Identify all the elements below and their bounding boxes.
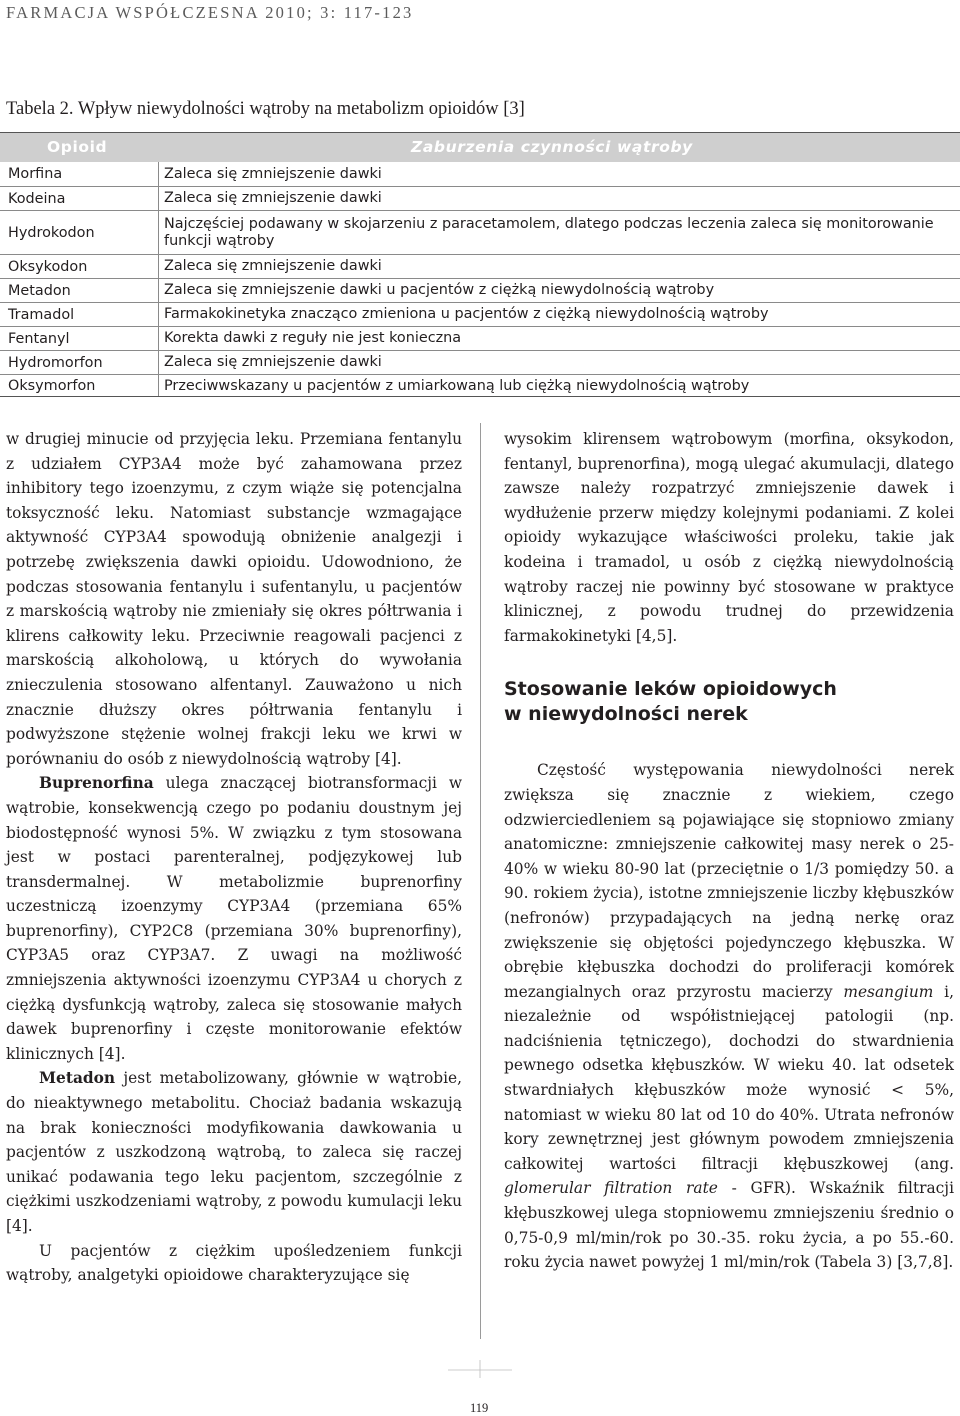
table-row xyxy=(0,279,960,303)
opioid-cell: Metadon xyxy=(8,282,71,299)
drug-name-buprenorfina: Buprenorfina xyxy=(39,774,154,793)
paragraph-text: ulega znaczącej biotransformacji w wątrobie, konsekwencją czego po podaniu doustnym jej biodostępność wynosi 5%. W związku z tym stosowana jest w postaci parenteralnej, podjęzykowej lub transdermalnej. W metabolizmie buprenorfiny uczestniczą izoenzymy CYP3A4 (przemiana 65% buprenorfiny), CYP2C8 (przemiana 30% buprenorfiny), CYP3A5 oraz CYP3A7. Z uwagi na możliwość zmniejszenia aktywności izoenzymu CYP3A4 u chorych z ciężką dysfunkcją wątroby, zaleca się stosowanie małych dawek buprenorfiny i częste monitorowanie efektów klinicznych [4]. xyxy=(6,774,462,1063)
column-divider xyxy=(480,423,481,1339)
table-row xyxy=(0,211,960,255)
paragraph-text: i, niezależnie od współistniejącej patologii (np. nadciśnienia tętniczego), dochodzi do stwardnienia pewnego odsetka kłębuszków. W wieku 40. lat odsetek stwardniałych kłębuszków może wynosić < 5%, natomiast w wieku 80 lat od 10 do 40%. Utrata nefronów kory zewnętrznej jest głównym powodem zmniejszenia całkowitej wartości filtracji kłębuszkowej (ang. xyxy=(504,982,954,1173)
body-paragraph xyxy=(6,1066,462,1238)
effect-cell: Farmakokinetyka znacząco zmieniona u pacjentów z ciężką niewydolnością wątroby xyxy=(164,306,769,322)
effect-cell: Zaleca się zmniejszenie dawki xyxy=(164,190,382,206)
section-heading-line: Stosowanie leków opioidowych xyxy=(504,678,837,701)
opioid-cell: Hydromorfon xyxy=(8,354,103,371)
effect-cell: Zaleca się zmniejszenie dawki xyxy=(164,258,382,274)
english-term: glomerular filtration rate xyxy=(504,1179,718,1198)
table-row xyxy=(0,255,960,279)
opioid-table xyxy=(0,132,960,397)
drug-name-metadon: Metadon xyxy=(39,1069,116,1088)
table-row xyxy=(0,303,960,327)
table-header-row xyxy=(0,133,960,162)
column-header-opioid: Opioid xyxy=(47,138,108,156)
effect-cell: Zaleca się zmniejszenie dawki xyxy=(164,165,382,182)
table-row xyxy=(0,327,960,351)
effect-cell: Najczęściej podawany w skojarzeniu z paracetamolem, dlatego podczas leczenia zaleca się monitorowanie funkcji wątroby xyxy=(164,215,934,249)
opioid-cell: Kodeina xyxy=(8,190,66,207)
opioid-cell: Oksykodon xyxy=(8,258,88,275)
effect-cell: Zaleca się zmniejszenie dawki u pacjentów z ciężką niewydolnością wątroby xyxy=(164,282,715,298)
effect-cell: Zaleca się zmniejszenie dawki xyxy=(164,354,382,370)
latin-term: mesangium xyxy=(843,982,934,1001)
opioid-cell: Fentanyl xyxy=(8,330,70,347)
effect-cell: Przeciwwskazany u pacjentów z umiarkowaną lub ciężką niewydolnością wątroby xyxy=(164,377,750,394)
effect-cell: Korekta dawki z reguły nie jest konieczna xyxy=(164,330,462,346)
table-row xyxy=(0,351,960,375)
table-row xyxy=(0,162,960,187)
running-head: FARMACJA WSPÓŁCZESNA 2010; 3: 117-123 xyxy=(6,3,414,22)
paragraph-text: - GFR). Wskaźnik filtracji kłębuszkowej ulega stopniowemu zmniejszeniu średnio o 0,75-0,9 ml/min/rok po 30.-35. roku życia, a po 55.-60. roku życia nawet powyżej 1 ml/min/rok (Tabela 3) [3,7,8]. xyxy=(504,1179,954,1272)
body-paragraph: w drugiej minucie od przyjęcia leku. Przemiana fentanylu z udziałem CYP3A4 może być zahamowana przez inhibitory tego izoenzymu, z czym wiąże się potencjalna toksyczność leku. Natomiast substancje wzmagające aktywność CYP3A4 spowodują obniżenie analgezji i potrzebę zwiększenia dawki opioidu. Udowodniono, że podczas stosowania fentanylu i sufentanylu, u pacjentów z marskością wątroby nie zmieniały się okres półtrwania i klirens całkowity leku. Przeciwnie reagowali pacjenci z marskością alkoholową, u których do wywołania znieczulenia stosowano alfentanyl. Zauważono u nich znacznie dłuższy okres półtrwania fentanylu i podwyższone stężenie wolnej frakcji leku we krwi w porównaniu do osób z niewydolnością wątroby [4]. xyxy=(6,430,462,768)
left-text-column xyxy=(6,427,462,1288)
body-paragraph xyxy=(6,771,462,1066)
opioid-cell: Hydrokodon xyxy=(8,224,95,241)
paragraph-text: Częstość występowania niewydolności nerek zwiększa się znacznie z wiekiem, czego odzwierciedleniem są pojawiające się stopniowo zmiany anatomiczne: zmniejszenie całkowitej masy nerek o 25-40% w wieku 80-90 lat (przeciętnie o 1/3 pomiędzy 50. a 90. rokiem życia), istotne zmniejszenie liczby kłębuszków (nefronów) przypadających na jedną nerkę oraz zwiększenie się objętości pojedynczego kłębuszka. W obrębie kłębuszka dochodzi do proliferacji komórek mezangialnych oraz przyrostu macierzy xyxy=(504,761,954,1001)
table-caption: Tabela 2. Wpływ niewydolności wątroby na metabolizm opioidów [3] xyxy=(6,99,525,119)
page-number: 119 xyxy=(470,1401,489,1415)
body-paragraph: U pacjentów z ciężkim upośledzeniem funkcji wątroby, analgetyki opioidowe charakteryzujące się xyxy=(6,1241,462,1285)
column-header-liver-dysfunction: Zaburzenia czynności wątroby xyxy=(411,138,693,156)
opioid-cell: Tramadol xyxy=(8,306,75,323)
section-heading xyxy=(504,677,954,727)
body-paragraph xyxy=(504,758,954,1274)
opioid-cell: Oksymorfon xyxy=(8,378,96,394)
section-heading-line: w niewydolności nerek xyxy=(504,703,748,726)
table-row xyxy=(0,375,960,397)
opioid-cell: Morfina xyxy=(8,166,63,182)
right-text-column xyxy=(504,427,954,1275)
paragraph-text: jest metabolizowany, głównie w wątrobie, do nieaktywnego metabolitu. Chociaż badania wskazują na brak konieczności modyfikowania dawkowania u pacjentów z uszkodzoną wątrobą, to zaleca się raczej unikać podawania tego leku pacjentom, szczególnie z ciężkimi uszkodzeniami wątroby, z powodu kumulacji leku [4]. xyxy=(6,1069,462,1235)
body-paragraph: wysokim klirensem wątrobowym (morfina, oksykodon, fentanyl, buprenorfina), mogą ulegać akumulacji, dlatego zawsze należy rozpatrzyć zmniejszenie dawek i wydłużenie przerw między kolejnymi podaniami. Z kolei opioidy wykazujące właściwości proleku, takie jak kodeina i tramadol, u osób z ciężką niewydolnością wątroby raczej nie powinny być stosowane w praktyce klinicznej, z powodu trudnej do przewidzenia farmakokinetyki [4,5]. xyxy=(504,430,954,645)
table-row xyxy=(0,187,960,211)
